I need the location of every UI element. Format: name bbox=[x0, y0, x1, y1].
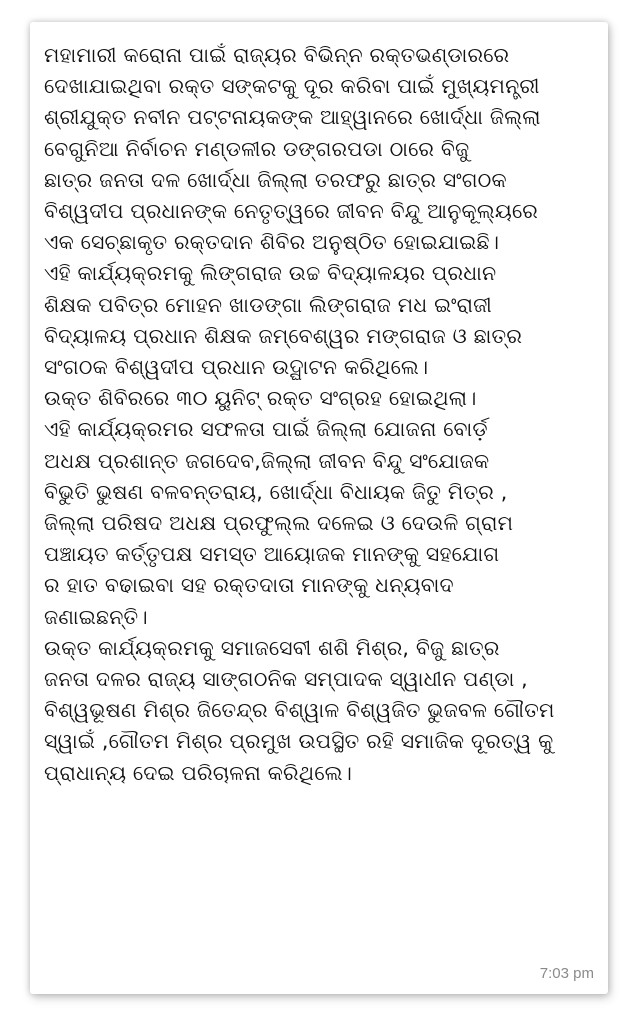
message-timestamp: 7:03 pm bbox=[539, 965, 594, 982]
message-bubble[interactable] bbox=[30, 22, 608, 994]
message-text: ମହାମାରୀ କରୋନା ପାଇଁ ରାଜ୍ୟର ବିଭିନ୍ନ ରକ୍ତଭଣ୍ଡାରରେ ଦେଖାଯାଇଥିବା ରକ୍ତ ସଙ୍କଟକୁ ଦୂର କରିବା ପାଇଁ ମୁଖ୍ୟମନ୍ତ୍ରୀ ଶ୍ରୀଯୁକ୍ତ ନବୀନ ପଟ୍ଟନାୟକଙ୍କ ଆହ୍ୱାନରେ ଖୋର୍ଦ୍ଧା ଜିଲ୍ଲା ବେଗୁନିଆ ନିର୍ବାଚନ ମଣ୍ଡଳୀର ଡଙ୍ଗରପଡା ଠାରେ ବିଜୁ ଛାତ୍ର ଜନତା ଦଳ ଖୋର୍ଦ୍ଧା ଜିଲ୍ଲା ତରଫରୁ ଛାତ୍ର ସଂଗଠକ ବିଶ୍ୱଦୀପ ପ୍ରଧାନଙ୍କ ନେତୃତ୍ୱରେ ଜୀବନ ବିନ୍ଦୁ ଆନୁକୂଲ୍ୟରେ ଏକ ସେଚ୍ଛାକୃତ ରକ୍ତଦାନ ଶିବିର ଅନୁଷ୍ଠିତ ହୋଇଯାଇଛି। ଏହି କାର୍ଯ୍ୟକ୍ରମକୁ ଲିଙ୍ଗରାଜ ଉଚ୍ଚ ବିଦ୍ୟାଳୟର ପ୍ରଧାନ ଶିକ୍ଷକ ପବିତ୍ର ମୋହନ ଖାଡଙ୍ଗା ଲିଙ୍ଗରାଜ ମଧ ଇଂରାଜୀ ବିଦ୍ୟାଳୟ ପ୍ରଧାନ ଶିକ୍ଷକ ଜମ୍ବେଶ୍ୱର ମଙ୍ଗରାଜ ଓ ଛାତ୍ର ସଂଗଠକ ବିଶ୍ୱଦୀପ ପ୍ରଧାନ ଉଦ୍ଘାଟନ କରିଥିଲେ। ଉକ୍ତ ଶିବିରରେ ୩୦ ୟୁନିଟ୍ ରକ୍ତ ସଂଗ୍ରହ ହୋଇଥିଲା। ଏହି କାର୍ଯ୍ୟକ୍ରମର ସଫଳତା ପାଇଁ ଜିଲ୍ଲା ଯୋଜନା ବୋର୍ଡ଼ ଅଧକ୍ଷ ପ୍ରଶାନ୍ତ ଜଗଦେବ,ଜିଲ୍ଲା ଜୀବନ ବିନ୍ଦୁ ସଂଯୋଜକ ବିଭୁତି ଭୁଷଣ ବଳବନ୍ତରାୟ, ଖୋର୍ଦ୍ଧା ବିଧାୟକ ଜିତୁ ମିତ୍ର , ଜିଲ୍ଲା ପରିଷଦ ଅଧକ୍ଷ ପ୍ରଫୁଲ୍ଲ ଦଳେଇ ଓ ଦେଉଳି ଗ୍ରାମ ପଞ୍ଚାୟତ କର୍ତ୍ତୃପକ୍ଷ ସମସ୍ତ ଆୟୋଜକ ମାନଙ୍କୁ ସହଯୋଗ ର ହାତ ବଢାଇବା ସହ ରକ୍ତଦାତା ମାନଙ୍କୁ ଧନ୍ୟବାଦ ଜଣାଇଛନ୍ତି। ଉକ୍ତ କାର୍ଯ୍ୟକ୍ରମକୁ ସମାଜସେବୀ ଶଶି ମିଶ୍ର, ବିଜୁ ଛାତ୍ର ଜନତା ଦଳର ରାଜ୍ୟ ସାଙ୍ଗଠନିକ ସମ୍ପାଦକ ସ୍ୱାଧୀନ ପଣ୍ଡା , ବିଶ୍ୱଭୂଷଣ ମିଶ୍ର ଜିତେନ୍ଦ୍ର ବିଶ୍ୱାଳ ବିଶ୍ୱଜିତ ଭୁଜବଳ ଗୌତମ ସ୍ୱାଇଁ ,ଗୌତମ ମିଶ୍ର ପ୍ରମୁଖ ଉପସ୍ଥିତ ରହି ସମାଜିକ ଦୂରତ୍ୱ କୁ ପ୍ରାଧାନ୍ୟ ଦେଇ ପରିଚାଳନା କରିଥିଲେ। bbox=[44, 43, 555, 785]
